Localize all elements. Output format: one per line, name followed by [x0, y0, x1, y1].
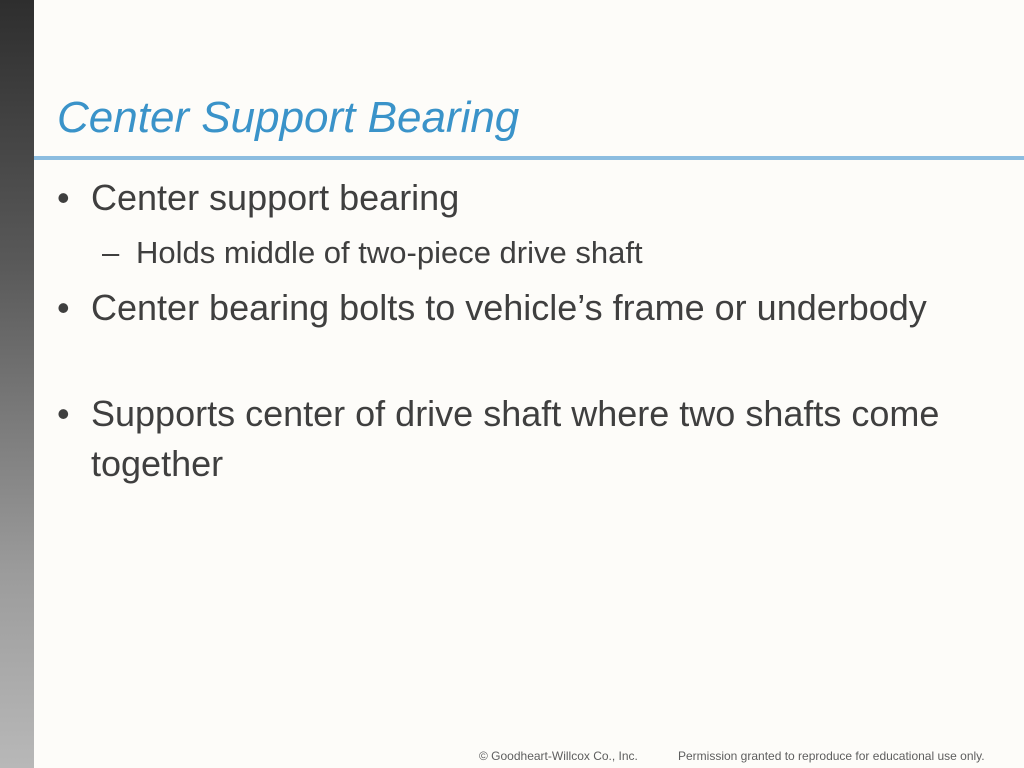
sub-bullet-item [102, 231, 952, 275]
bullet-text: Center support bearing [91, 177, 460, 218]
bullet-text: Supports center of drive shaft where two shafts come together [91, 393, 940, 484]
bullet-marker: • [57, 393, 70, 434]
bullet-item [57, 389, 947, 489]
bullet-marker: • [57, 177, 70, 218]
sub-bullet-marker: – [102, 235, 120, 270]
bullet-text: Center bearing bolts to vehicle’s frame or underbody [91, 287, 927, 328]
bullet-marker: • [57, 287, 70, 328]
footer-copyright: © Goodheart-Willcox Co., Inc. [479, 749, 638, 763]
footer-permission: Permission granted to reproduce for educational use only. [678, 749, 985, 763]
bullet-item [57, 173, 947, 223]
bullet-item [57, 283, 947, 333]
sub-bullet-text: Holds middle of two-piece drive shaft [136, 235, 643, 270]
slide-title: Center Support Bearing [57, 93, 520, 142]
